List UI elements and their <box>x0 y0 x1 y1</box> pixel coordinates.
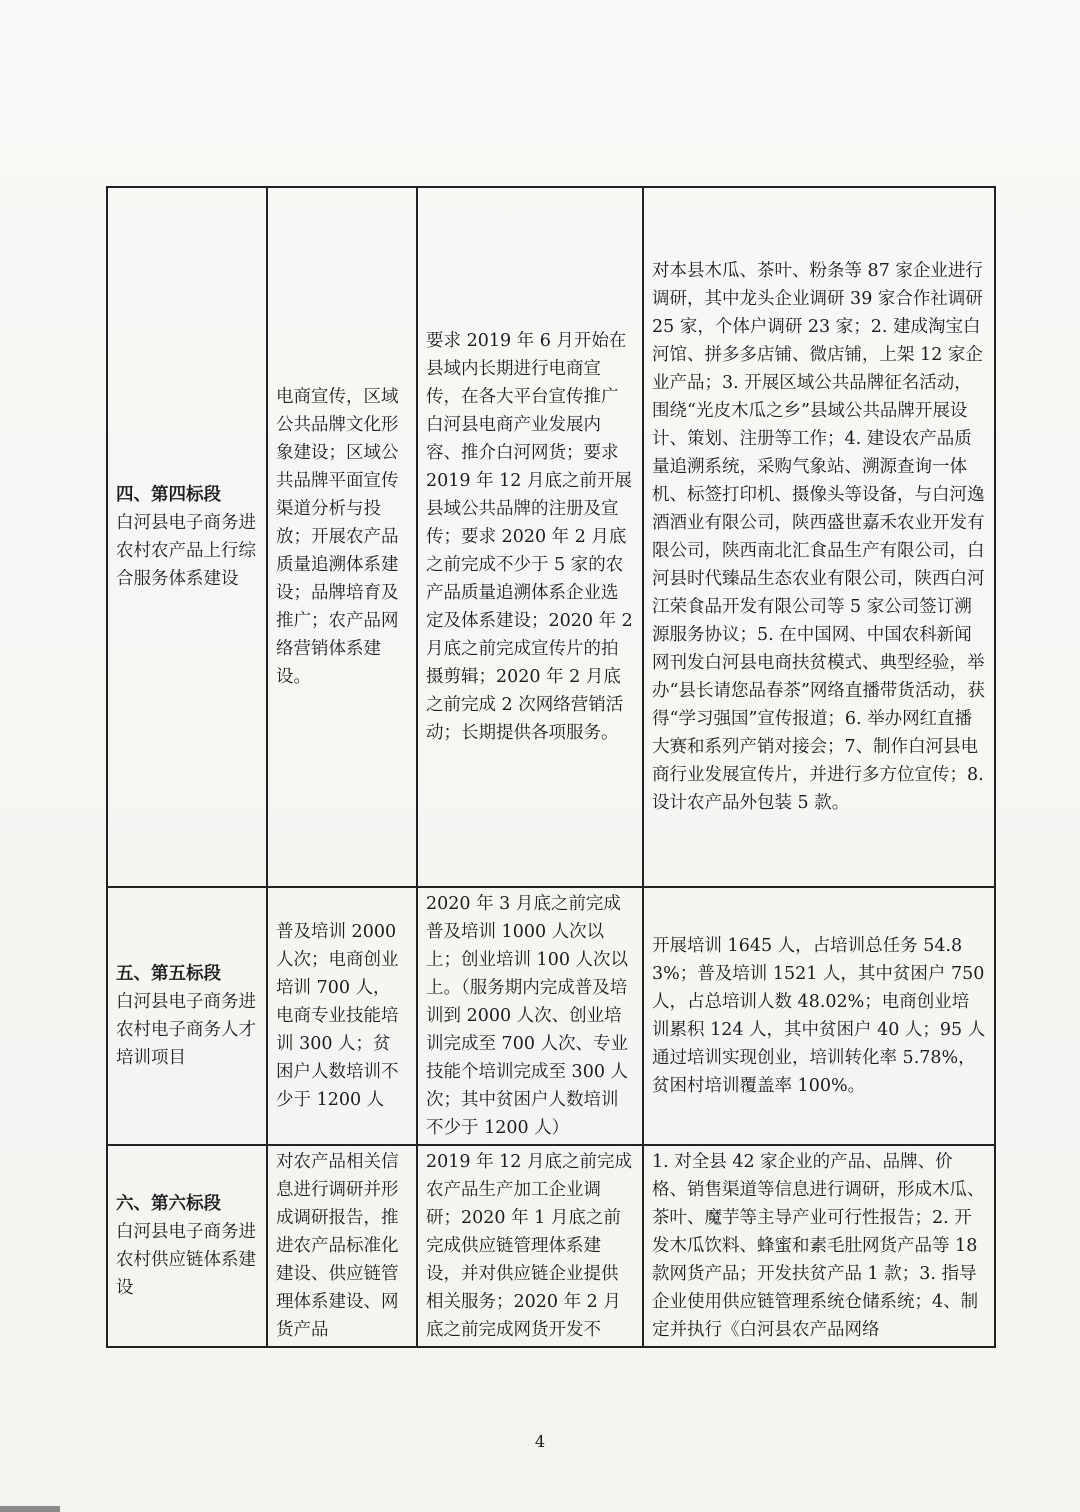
section-cell <box>107 187 267 887</box>
requirement-cell: 2020 年 3 月底之前完成普及培训 1000 人次以上；创业培训 100 人次以上。（服务期内完成普及培训到 2000 人次、创业培训完成至 700 人次、专业技能个培训完成至 300 人次；其中贫困户人数培训不少于 1200 人） <box>417 887 643 1145</box>
section-title: 五、第五标段 <box>116 964 221 984</box>
requirement-cell: 2019 年 12 月底之前完成农产品生产加工企业调研；2020 年 1 月底之前完成供应链管理体系建设，并对供应链企业提供相关服务；2020 年 2 月底之前完成网货开发不 <box>417 1145 643 1347</box>
section-title: 四、第四标段 <box>116 485 221 505</box>
section-title: 六、第六标段 <box>116 1194 221 1214</box>
table-row <box>107 187 995 887</box>
section-name: 白河县电子商务进农村农产品上行综合服务体系建设 <box>116 513 256 589</box>
page-number: 4 <box>534 1432 546 1451</box>
progress-cell: 对本县木瓜、茶叶、粉条等 87 家企业进行调研，其中龙头企业调研 39 家合作社调研 25 家，个体户调研 23 家；2. 建成淘宝白河馆、拼多多店铺、微店铺，上架 12 家企业产品；3. 开展区域公共品牌征名活动，围绕“光皮木瓜之乡”县域公共品牌开展设计、策划、注册等工作；4. 建设农产品质量追溯系统，采购气象站、溯源查询一体机、标签打印机、摄像头等设备，与白河逸酒酒业有限公司，陕西盛世嘉禾农业开发有限公司，陕西南北汇食品生产有限公司，白河县时代臻品生态农业有限公司，陕西白河江荣食品开发有限公司等 5 家公司签订溯源服务协议；5. 在中国网、中国农科新闻网刊发白河县电商扶贫模式、典型经验，举办“县长请您品春茶”网络直播带货活动，获得“学习强国”宣传报道；6. 举办网红直播大赛和系列产销对接会；7、制作白河县电商行业发展宣传片，并进行多方位宣传；8. 设计农产品外包装 5 款。 <box>643 187 995 887</box>
progress-cell: 开展培训 1645 人，占培训总任务 54.83%；普及培训 1521 人，其中贫困户 750 人，占总培训人数 48.02%；电商创业培训累积 124 人，其中贫困户 40 人；95 人通过培训实现创业，培训转化率 5.78%，贫困村培训覆盖率 100%。 <box>643 887 995 1145</box>
progress-cell: 1. 对全县 42 家企业的产品、品牌、价格、销售渠道等信息进行调研，形成木瓜、茶叶、魔芋等主导产业可行性报告；2. 开发木瓜饮料、蜂蜜和素毛肚网货产品等 18 款网货产品；开发扶贫产品 1 款；3. 指导企业使用供应链管理系统仓储系统；4、制定并执行《白河县农产品网络 <box>643 1145 995 1347</box>
section-name: 白河县电子商务进农村电子商务人才培训项目 <box>116 992 256 1068</box>
project-table <box>106 186 996 1348</box>
section-cell <box>107 887 267 1145</box>
table-row <box>107 887 995 1145</box>
table-row <box>107 1145 995 1347</box>
scan-edge-mark <box>0 1506 60 1512</box>
content-cell: 对农产品相关信息进行调研并形成调研报告，推进农产品标准化建设、供应链管理体系建设、网货产品 <box>267 1145 417 1347</box>
content-cell: 普及培训 2000 人次；电商创业培训 700 人，电商专业技能培训 300 人；贫困户人数培训不少于 1200 人 <box>267 887 417 1145</box>
section-name: 白河县电子商务进农村供应链体系建设 <box>116 1222 256 1298</box>
requirement-cell: 要求 2019 年 6 月开始在县域内长期进行电商宣传，在各大平台宣传推广白河县电商产业发展内容、推介白河网货；要求 2019 年 12 月底之前开展县域公共品牌的注册及宣传；要求 2020 年 2 月底之前完成不少于 5 家的农产品质量追溯体系企业选定及体系建设；2020 年 2 月底之前完成宣传片的拍摄剪辑；2020 年 2 月底之前完成 2 次网络营销活动；长期提供各项服务。 <box>417 187 643 887</box>
content-cell: 电商宣传，区域公共品牌文化形象建设；区域公共品牌平面宣传渠道分析与投放；开展农产品质量追溯体系建设；品牌培育及推广；农产品网络营销体系建设。 <box>267 187 417 887</box>
section-cell <box>107 1145 267 1347</box>
